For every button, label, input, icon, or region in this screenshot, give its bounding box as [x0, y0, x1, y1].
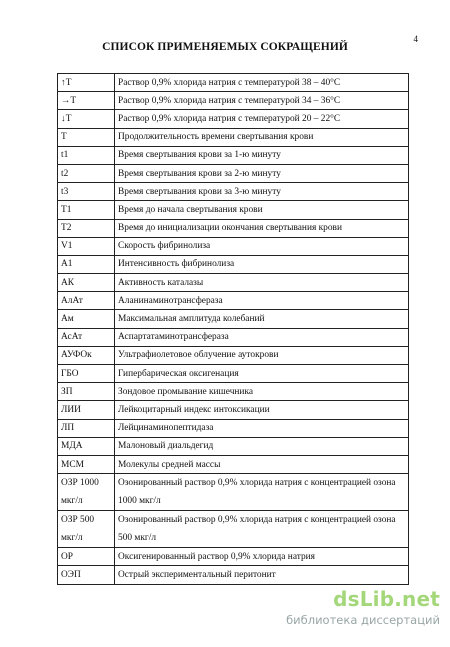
abbreviation-cell: МСМ: [58, 455, 115, 473]
description-cell: Время свертывания крови за 3-ю минуту: [115, 183, 409, 201]
abbreviation-cell: ОЗР 500 мкг/л: [58, 511, 115, 548]
abbreviation-cell: ОЭП: [58, 566, 115, 584]
description-cell: Озонированный раствор 0,9% хлорида натрия с концентрацией озона 1000 мкг/л: [115, 474, 409, 511]
table-row: [58, 310, 409, 328]
table-row: [58, 164, 409, 182]
table-row: [58, 383, 409, 401]
abbreviation-cell: →Т: [58, 92, 115, 110]
abbreviation-cell: МДА: [58, 437, 115, 455]
table-row: [58, 474, 409, 511]
description-cell: Молекулы средней массы: [115, 455, 409, 473]
watermark-logo: dsLib.net: [333, 587, 440, 611]
table-row: [58, 419, 409, 437]
abbreviation-cell: А1: [58, 255, 115, 273]
table-row: [58, 110, 409, 128]
description-cell: Малоновый диальдегид: [115, 437, 409, 455]
description-cell: Время до начала свертывания крови: [115, 201, 409, 219]
description-cell: Максимальная амплитуда колебаний: [115, 310, 409, 328]
table-row: [58, 346, 409, 364]
table-row: [58, 201, 409, 219]
table-row: [58, 401, 409, 419]
description-cell: Острый экспериментальный перитонит: [115, 566, 409, 584]
description-cell: Аспартатаминотрансфераза: [115, 328, 409, 346]
table-row: [58, 365, 409, 383]
table-row: [58, 274, 409, 292]
page-number: 4: [413, 34, 418, 44]
abbreviation-cell: ОЗР 1000 мкг/л: [58, 474, 115, 511]
table-row: [58, 437, 409, 455]
abbreviation-cell: ОР: [58, 548, 115, 566]
table-row: [58, 255, 409, 273]
description-cell: Раствор 0,9% хлорида натрия с температурой 20 – 22°С: [115, 110, 409, 128]
abbreviation-cell: Т: [58, 128, 115, 146]
page-title: СПИСОК ПРИМЕНЯЕМЫХ СОКРАЩЕНИЙ: [102, 41, 348, 53]
abbreviation-cell: Ам: [58, 310, 115, 328]
table-row: [58, 146, 409, 164]
description-cell: Лейцинаминопептидаза: [115, 419, 409, 437]
description-cell: Озонированный раствор 0,9% хлорида натрия с концентрацией озона 500 мкг/л: [115, 511, 409, 548]
description-cell: Интенсивность фибринолиза: [115, 255, 409, 273]
table-row: [58, 237, 409, 255]
table-row: [58, 128, 409, 146]
abbreviation-cell: ↓Т: [58, 110, 115, 128]
abbreviation-cell: АсАт: [58, 328, 115, 346]
table-row: [58, 292, 409, 310]
table-row: [58, 548, 409, 566]
abbreviation-cell: Т2: [58, 219, 115, 237]
abbreviations-table: [57, 73, 409, 585]
description-cell: Время свертывания крови за 2-ю минуту: [115, 164, 409, 182]
table-row: [58, 511, 409, 548]
description-cell: Время до инициализации окончания свертывания крови: [115, 219, 409, 237]
description-cell: Раствор 0,9% хлорида натрия с температурой 34 – 36°С: [115, 92, 409, 110]
description-cell: Оксигенированный раствор 0,9% хлорида натрия: [115, 548, 409, 566]
abbreviation-cell: t1: [58, 146, 115, 164]
watermark-subtitle: библиотека диссертаций: [286, 613, 440, 627]
description-cell: Аланинаминотрансфераза: [115, 292, 409, 310]
description-cell: Зондовое промывание кишечника: [115, 383, 409, 401]
description-cell: Время свертывания крови за 1-ю минуту: [115, 146, 409, 164]
description-cell: Ультрафиолетовое облучение аутокрови: [115, 346, 409, 364]
description-cell: Лейкоцитарный индекс интоксикации: [115, 401, 409, 419]
description-cell: Продолжительность времени свертывания крови: [115, 128, 409, 146]
description-cell: Гипербарическая оксигенация: [115, 365, 409, 383]
description-cell: Скорость фибринолиза: [115, 237, 409, 255]
table-row: [58, 92, 409, 110]
abbreviation-cell: Т1: [58, 201, 115, 219]
abbreviation-cell: t3: [58, 183, 115, 201]
table-row: [58, 74, 409, 92]
abbreviation-cell: АлАт: [58, 292, 115, 310]
abbreviation-cell: ↑Т: [58, 74, 115, 92]
watermark: [262, 587, 442, 635]
abbreviation-cell: ЛП: [58, 419, 115, 437]
abbreviation-cell: ЛИИ: [58, 401, 115, 419]
abbreviation-cell: ГБО: [58, 365, 115, 383]
abbreviation-cell: АК: [58, 274, 115, 292]
table-row: [58, 183, 409, 201]
abbreviation-cell: ЗП: [58, 383, 115, 401]
abbreviation-cell: t2: [58, 164, 115, 182]
description-cell: Раствор 0,9% хлорида натрия с температурой 38 – 40°С: [115, 74, 409, 92]
abbreviation-cell: V1: [58, 237, 115, 255]
table-row: [58, 566, 409, 584]
description-cell: Активность каталазы: [115, 274, 409, 292]
table-row: [58, 455, 409, 473]
table-row: [58, 219, 409, 237]
table-row: [58, 328, 409, 346]
abbreviation-cell: АУФОк: [58, 346, 115, 364]
